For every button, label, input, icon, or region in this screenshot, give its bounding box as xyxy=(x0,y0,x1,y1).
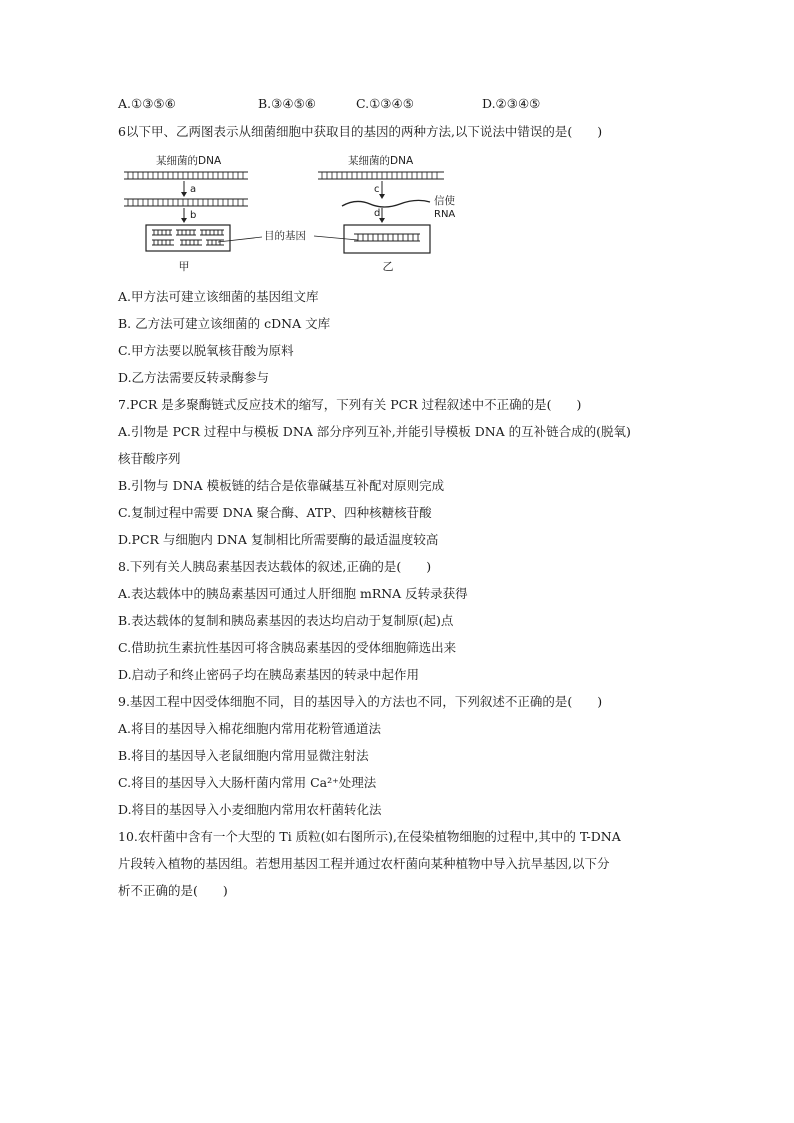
dna-diagram xyxy=(118,150,478,280)
q7-option-a-continued: 核苷酸序列 xyxy=(118,451,181,466)
q9-option-d: D.将目的基因导入小麦细胞内常用农杆菌转化法 xyxy=(118,802,382,817)
target-gene-leader-left xyxy=(218,237,262,242)
q7-option-a: A.引物是 PCR 过程中与模板 DNA 部分序列互补,并能引导模板 DNA 的互补链合成的(脱氧) xyxy=(118,424,631,439)
previous-question-options xyxy=(118,96,678,114)
q8-option-d: D.启动子和终止密码子均在胰岛素基因的转录中起作用 xyxy=(118,667,420,682)
left-library-box xyxy=(146,225,230,251)
q8-option-b: B.表达载体的复制和胰岛素基因的表达均启动于复制原(起)点 xyxy=(118,613,454,628)
arrow-a xyxy=(181,181,187,197)
arrow-d-label: d xyxy=(374,208,381,219)
q7-option-c: C.复制过程中需要 DNA 聚合酶、ATP、四种核糖核苷酸 xyxy=(118,505,432,520)
right-library-box xyxy=(344,225,430,253)
left-dna-label: 某细菌的DNA xyxy=(156,155,222,167)
mrna-strand xyxy=(342,200,430,207)
right-bacterial-dna xyxy=(318,172,444,179)
left-dna-fragments xyxy=(124,199,248,206)
arrow-c xyxy=(379,181,385,199)
target-gene-leader-right xyxy=(314,236,358,240)
q7-stem: 7.PCR 是多聚酶链式反应技术的缩写，下列有关 PCR 过程叙述中不正确的是( ) xyxy=(118,397,582,412)
q6-figure xyxy=(118,150,478,280)
mrna-label-line1: 信使 xyxy=(434,195,455,207)
arrow-b-label: b xyxy=(190,210,197,221)
q9-stem: 9.基因工程中因受体细胞不同，目的基因导入的方法也不同，下列叙述不正确的是( ) xyxy=(118,694,603,709)
q6-option-d: D.乙方法需要反转录酶参与 xyxy=(118,370,270,385)
target-gene-label: 目的基因 xyxy=(264,230,306,242)
q8-stem: 8.下列有关人胰岛素基因表达载体的叙述,正确的是( ) xyxy=(118,559,432,574)
q6-option-c: C.甲方法要以脱氧核苷酸为原料 xyxy=(118,343,294,358)
left-caption: 甲 xyxy=(178,260,190,273)
arrow-a-label: a xyxy=(190,184,197,195)
q9-option-a: A.将目的基因导入棉花细胞内常用花粉管通道法 xyxy=(118,721,382,736)
q10-line-1: 10.农杆菌中含有一个大型的 Ti 质粒(如右图所示),在侵染植物细胞的过程中,其中的 T-DNA xyxy=(118,829,621,844)
q7-option-d: D.PCR 与细胞内 DNA 复制相比所需要酶的最适温度较高 xyxy=(118,532,439,547)
q6-option-b: B. 乙方法可建立该细菌的 cDNA 文库 xyxy=(118,316,331,331)
q6-stem: 6以下甲、乙两图表示从细菌细胞中获取目的基因的两种方法,以下说法中错误的是( ) xyxy=(118,124,603,139)
mrna-label-line2: RNA xyxy=(434,209,456,220)
q6-option-a: A.甲方法可建立该细菌的基因组文库 xyxy=(118,289,319,304)
right-caption: 乙 xyxy=(382,260,394,273)
prev-option-d: D.②③④⑤ xyxy=(482,96,541,111)
arrow-b xyxy=(181,208,187,223)
q10-line-2: 片段转入植物的基因组。若想用基因工程并通过农杆菌向某种植物中导入抗旱基因,以下分 xyxy=(118,856,610,871)
q9-option-b: B.将目的基因导入老鼠细胞内常用显微注射法 xyxy=(118,748,369,763)
prev-option-a: A.①③⑤⑥ xyxy=(118,96,176,111)
q10-line-3: 析不正确的是( ) xyxy=(118,883,228,898)
right-dna-label: 某细菌的DNA xyxy=(348,155,414,167)
q8-option-c: C.借助抗生素抗性基因可将含胰岛素基因的受体细胞筛选出来 xyxy=(118,640,457,655)
q8-option-a: A.表达载体中的胰岛素基因可通过人肝细胞 mRNA 反转录获得 xyxy=(118,586,468,601)
q9-option-c: C.将目的基因导入大肠杆菌内常用 Ca²⁺处理法 xyxy=(118,775,377,790)
arrow-c-label: c xyxy=(374,184,380,195)
left-bacterial-dna xyxy=(124,172,248,179)
q7-option-b: B.引物与 DNA 模板链的结合是依靠碱基互补配对原则完成 xyxy=(118,478,445,493)
prev-option-c: C.①③④⑤ xyxy=(356,96,414,111)
prev-option-b: B.③④⑤⑥ xyxy=(258,96,316,111)
